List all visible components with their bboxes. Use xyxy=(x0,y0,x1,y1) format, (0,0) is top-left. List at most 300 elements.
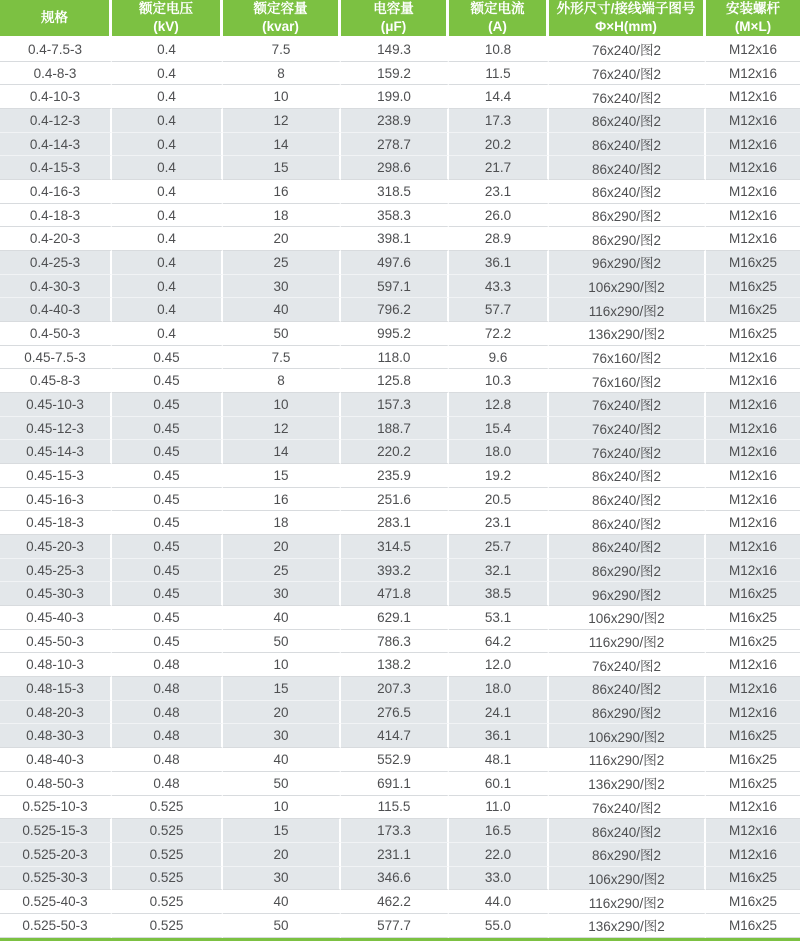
cell-rated-voltage: 0.4 xyxy=(112,38,223,62)
cell-dimensions: 76x240/图2 xyxy=(549,38,706,62)
cell-rated-voltage: 0.525 xyxy=(112,796,223,820)
cell-capacitance: 207.3 xyxy=(341,677,449,701)
cell-rated-capacity: 15 xyxy=(223,156,341,180)
cell-rated-current: 28.9 xyxy=(449,227,549,251)
cell-rated-voltage: 0.4 xyxy=(112,180,223,204)
cell-rated-voltage: 0.48 xyxy=(112,701,223,725)
cell-rated-capacity: 50 xyxy=(223,772,341,796)
cell-mounting-screw: M12x16 xyxy=(706,227,800,251)
cell-rated-current: 55.0 xyxy=(449,914,549,938)
cell-mounting-screw: M12x16 xyxy=(706,819,800,843)
cell-spec: 0.45-16-3 xyxy=(0,488,112,512)
cell-capacitance: 238.9 xyxy=(341,109,449,133)
cell-rated-current: 32.1 xyxy=(449,559,549,583)
cell-rated-current: 14.4 xyxy=(449,85,549,109)
cell-spec: 0.4-10-3 xyxy=(0,85,112,109)
cell-dimensions: 106x290/图2 xyxy=(549,724,706,748)
cell-dimensions: 96x290/图2 xyxy=(549,582,706,606)
cell-dimensions: 86x240/图2 xyxy=(549,180,706,204)
cell-spec: 0.4-8-3 xyxy=(0,62,112,86)
cell-dimensions: 76x240/图2 xyxy=(549,85,706,109)
col-header-label: 额定电流 xyxy=(470,1,525,16)
table-row xyxy=(0,890,800,914)
cell-rated-capacity: 30 xyxy=(223,867,341,891)
cell-rated-current: 23.1 xyxy=(449,511,549,535)
cell-rated-voltage: 0.45 xyxy=(112,440,223,464)
table-row xyxy=(0,346,800,370)
cell-capacitance: 691.1 xyxy=(341,772,449,796)
cell-rated-current: 48.1 xyxy=(449,748,549,772)
cell-mounting-screw: M12x16 xyxy=(706,62,800,86)
cell-spec: 0.45-8-3 xyxy=(0,369,112,393)
cell-rated-voltage: 0.4 xyxy=(112,227,223,251)
col-header-rated-voltage xyxy=(112,0,223,38)
cell-spec: 0.45-25-3 xyxy=(0,559,112,583)
cell-rated-current: 17.3 xyxy=(449,109,549,133)
cell-dimensions: 136x290/图2 xyxy=(549,322,706,346)
cell-dimensions: 76x240/图2 xyxy=(549,393,706,417)
table-row xyxy=(0,819,800,843)
cell-mounting-screw: M12x16 xyxy=(706,417,800,441)
cell-rated-voltage: 0.4 xyxy=(112,85,223,109)
cell-spec: 0.4-15-3 xyxy=(0,156,112,180)
header-row xyxy=(0,0,800,38)
cell-rated-current: 64.2 xyxy=(449,630,549,654)
col-header-label: 电容量 xyxy=(373,1,414,16)
cell-capacitance: 398.1 xyxy=(341,227,449,251)
cell-rated-capacity: 15 xyxy=(223,819,341,843)
cell-spec: 0.4-25-3 xyxy=(0,251,112,275)
cell-dimensions: 76x240/图2 xyxy=(549,417,706,441)
table-row xyxy=(0,440,800,464)
cell-spec: 0.4-40-3 xyxy=(0,298,112,322)
table-row xyxy=(0,511,800,535)
cell-rated-current: 22.0 xyxy=(449,843,549,867)
cell-mounting-screw: M16x25 xyxy=(706,867,800,891)
cell-rated-voltage: 0.45 xyxy=(112,630,223,654)
cell-dimensions: 136x290/图2 xyxy=(549,772,706,796)
cell-spec: 0.48-30-3 xyxy=(0,724,112,748)
cell-rated-capacity: 12 xyxy=(223,109,341,133)
col-header-label: 规格 xyxy=(41,10,68,25)
table-header xyxy=(0,0,800,38)
cell-dimensions: 76x240/图2 xyxy=(549,653,706,677)
cell-rated-current: 18.0 xyxy=(449,677,549,701)
cell-dimensions: 96x290/图2 xyxy=(549,251,706,275)
cell-rated-capacity: 12 xyxy=(223,417,341,441)
cell-rated-current: 36.1 xyxy=(449,724,549,748)
cell-mounting-screw: M16x25 xyxy=(706,582,800,606)
cell-capacitance: 597.1 xyxy=(341,275,449,299)
cell-capacitance: 318.5 xyxy=(341,180,449,204)
cell-rated-current: 25.7 xyxy=(449,535,549,559)
cell-rated-current: 12.0 xyxy=(449,653,549,677)
cell-spec: 0.45-10-3 xyxy=(0,393,112,417)
cell-rated-voltage: 0.48 xyxy=(112,677,223,701)
col-header-label: 额定电压 xyxy=(139,1,193,16)
cell-rated-current: 60.1 xyxy=(449,772,549,796)
cell-capacitance: 346.6 xyxy=(341,867,449,891)
cell-spec: 0.4-18-3 xyxy=(0,204,112,228)
cell-rated-voltage: 0.45 xyxy=(112,535,223,559)
cell-mounting-screw: M12x16 xyxy=(706,85,800,109)
cell-dimensions: 86x290/图2 xyxy=(549,559,706,583)
cell-rated-current: 26.0 xyxy=(449,204,549,228)
cell-spec: 0.48-40-3 xyxy=(0,748,112,772)
cell-rated-capacity: 18 xyxy=(223,511,341,535)
cell-dimensions: 86x290/图2 xyxy=(549,843,706,867)
cell-mounting-screw: M12x16 xyxy=(706,677,800,701)
cell-spec: 0.48-10-3 xyxy=(0,653,112,677)
cell-dimensions: 86x240/图2 xyxy=(549,133,706,157)
cell-rated-capacity: 50 xyxy=(223,322,341,346)
cell-rated-current: 38.5 xyxy=(449,582,549,606)
cell-dimensions: 76x240/图2 xyxy=(549,62,706,86)
cell-spec: 0.45-40-3 xyxy=(0,606,112,630)
table-row xyxy=(0,227,800,251)
table-row xyxy=(0,724,800,748)
cell-rated-capacity: 50 xyxy=(223,914,341,938)
cell-spec: 0.4-30-3 xyxy=(0,275,112,299)
cell-rated-voltage: 0.45 xyxy=(112,559,223,583)
cell-dimensions: 116x290/图2 xyxy=(549,630,706,654)
cell-dimensions: 86x240/图2 xyxy=(549,511,706,535)
cell-rated-capacity: 40 xyxy=(223,298,341,322)
table-row xyxy=(0,653,800,677)
cell-rated-voltage: 0.4 xyxy=(112,156,223,180)
cell-spec: 0.525-30-3 xyxy=(0,867,112,891)
table-row xyxy=(0,204,800,228)
cell-capacitance: 552.9 xyxy=(341,748,449,772)
cell-spec: 0.48-50-3 xyxy=(0,772,112,796)
cell-rated-capacity: 40 xyxy=(223,748,341,772)
cell-dimensions: 116x290/图2 xyxy=(549,748,706,772)
table-row xyxy=(0,275,800,299)
cell-rated-current: 24.1 xyxy=(449,701,549,725)
cell-rated-current: 57.7 xyxy=(449,298,549,322)
cell-rated-current: 23.1 xyxy=(449,180,549,204)
table-row xyxy=(0,180,800,204)
table-row xyxy=(0,298,800,322)
cell-rated-capacity: 20 xyxy=(223,227,341,251)
cell-rated-voltage: 0.525 xyxy=(112,843,223,867)
col-header-dimensions xyxy=(549,0,706,38)
cell-mounting-screw: M12x16 xyxy=(706,488,800,512)
cell-rated-capacity: 18 xyxy=(223,204,341,228)
cell-spec: 0.4-14-3 xyxy=(0,133,112,157)
cell-dimensions: 86x240/图2 xyxy=(549,156,706,180)
cell-capacitance: 149.3 xyxy=(341,38,449,62)
cell-mounting-screw: M12x16 xyxy=(706,369,800,393)
cell-rated-current: 20.2 xyxy=(449,133,549,157)
cell-rated-capacity: 10 xyxy=(223,85,341,109)
table-row xyxy=(0,38,800,62)
cell-spec: 0.45-20-3 xyxy=(0,535,112,559)
cell-rated-voltage: 0.4 xyxy=(112,109,223,133)
cell-mounting-screw: M16x25 xyxy=(706,298,800,322)
cell-rated-current: 11.5 xyxy=(449,62,549,86)
cell-dimensions: 86x290/图2 xyxy=(549,204,706,228)
cell-dimensions: 86x240/图2 xyxy=(549,109,706,133)
cell-mounting-screw: M16x25 xyxy=(706,748,800,772)
cell-rated-capacity: 25 xyxy=(223,251,341,275)
cell-rated-current: 44.0 xyxy=(449,890,549,914)
cell-spec: 0.525-15-3 xyxy=(0,819,112,843)
cell-dimensions: 76x160/图2 xyxy=(549,346,706,370)
table-row xyxy=(0,369,800,393)
cell-rated-current: 43.3 xyxy=(449,275,549,299)
cell-rated-capacity: 15 xyxy=(223,677,341,701)
cell-spec: 0.525-50-3 xyxy=(0,914,112,938)
cell-mounting-screw: M16x25 xyxy=(706,890,800,914)
cell-rated-capacity: 40 xyxy=(223,890,341,914)
cell-spec: 0.45-18-3 xyxy=(0,511,112,535)
cell-mounting-screw: M12x16 xyxy=(706,559,800,583)
cell-rated-voltage: 0.525 xyxy=(112,890,223,914)
cell-dimensions: 86x290/图2 xyxy=(549,701,706,725)
col-header-sub: (A) xyxy=(488,19,507,34)
col-header-sub: Φ×H(mm) xyxy=(595,19,657,34)
cell-rated-capacity: 8 xyxy=(223,62,341,86)
cell-capacitance: 231.1 xyxy=(341,843,449,867)
cell-rated-voltage: 0.45 xyxy=(112,606,223,630)
cell-capacitance: 251.6 xyxy=(341,488,449,512)
table-row xyxy=(0,393,800,417)
cell-mounting-screw: M16x25 xyxy=(706,914,800,938)
cell-spec: 0.4-20-3 xyxy=(0,227,112,251)
cell-rated-voltage: 0.45 xyxy=(112,488,223,512)
cell-capacitance: 471.8 xyxy=(341,582,449,606)
cell-rated-capacity: 30 xyxy=(223,275,341,299)
cell-rated-current: 15.4 xyxy=(449,417,549,441)
cell-mounting-screw: M12x16 xyxy=(706,464,800,488)
cell-rated-capacity: 30 xyxy=(223,724,341,748)
cell-rated-capacity: 15 xyxy=(223,464,341,488)
cell-rated-voltage: 0.525 xyxy=(112,867,223,891)
col-header-sub: (kvar) xyxy=(262,19,299,34)
cell-rated-current: 36.1 xyxy=(449,251,549,275)
cell-rated-voltage: 0.48 xyxy=(112,748,223,772)
cell-capacitance: 796.2 xyxy=(341,298,449,322)
cell-rated-current: 33.0 xyxy=(449,867,549,891)
cell-rated-capacity: 20 xyxy=(223,843,341,867)
cell-capacitance: 159.2 xyxy=(341,62,449,86)
table-row xyxy=(0,464,800,488)
cell-mounting-screw: M12x16 xyxy=(706,796,800,820)
cell-mounting-screw: M16x25 xyxy=(706,275,800,299)
cell-mounting-screw: M12x16 xyxy=(706,109,800,133)
cell-rated-current: 10.3 xyxy=(449,369,549,393)
cell-rated-current: 9.6 xyxy=(449,346,549,370)
cell-capacitance: 995.2 xyxy=(341,322,449,346)
cell-rated-voltage: 0.4 xyxy=(112,298,223,322)
cell-capacitance: 220.2 xyxy=(341,440,449,464)
cell-spec: 0.525-20-3 xyxy=(0,843,112,867)
cell-rated-capacity: 14 xyxy=(223,440,341,464)
cell-rated-voltage: 0.525 xyxy=(112,914,223,938)
table-row xyxy=(0,843,800,867)
col-header-rated-current xyxy=(449,0,549,38)
cell-spec: 0.4-7.5-3 xyxy=(0,38,112,62)
cell-rated-current: 53.1 xyxy=(449,606,549,630)
table-row xyxy=(0,417,800,441)
cell-capacitance: 118.0 xyxy=(341,346,449,370)
table-row xyxy=(0,251,800,275)
cell-dimensions: 106x290/图2 xyxy=(549,867,706,891)
col-header-sub: (M×L) xyxy=(734,19,772,34)
cell-spec: 0.45-12-3 xyxy=(0,417,112,441)
cell-mounting-screw: M12x16 xyxy=(706,38,800,62)
cell-capacitance: 497.6 xyxy=(341,251,449,275)
table-row xyxy=(0,109,800,133)
cell-capacitance: 173.3 xyxy=(341,819,449,843)
cell-rated-current: 12.8 xyxy=(449,393,549,417)
cell-dimensions: 86x240/图2 xyxy=(549,488,706,512)
cell-mounting-screw: M12x16 xyxy=(706,843,800,867)
cell-spec: 0.4-50-3 xyxy=(0,322,112,346)
cell-rated-current: 18.0 xyxy=(449,440,549,464)
table-row xyxy=(0,535,800,559)
cell-capacitance: 629.1 xyxy=(341,606,449,630)
cell-capacitance: 125.8 xyxy=(341,369,449,393)
table-row xyxy=(0,677,800,701)
cell-rated-capacity: 7.5 xyxy=(223,346,341,370)
cell-dimensions: 86x290/图2 xyxy=(549,227,706,251)
cell-spec: 0.48-15-3 xyxy=(0,677,112,701)
table-row xyxy=(0,701,800,725)
cell-capacitance: 188.7 xyxy=(341,417,449,441)
cell-capacitance: 393.2 xyxy=(341,559,449,583)
cell-dimensions: 86x240/图2 xyxy=(549,464,706,488)
cell-mounting-screw: M12x16 xyxy=(706,180,800,204)
col-header-capacitance xyxy=(341,0,449,38)
table-row xyxy=(0,582,800,606)
cell-spec: 0.525-10-3 xyxy=(0,796,112,820)
cell-capacitance: 276.5 xyxy=(341,701,449,725)
cell-capacitance: 577.7 xyxy=(341,914,449,938)
cell-capacitance: 283.1 xyxy=(341,511,449,535)
table-row xyxy=(0,559,800,583)
cell-rated-voltage: 0.45 xyxy=(112,346,223,370)
cell-rated-voltage: 0.4 xyxy=(112,204,223,228)
cell-mounting-screw: M16x25 xyxy=(706,630,800,654)
cell-dimensions: 76x160/图2 xyxy=(549,369,706,393)
col-header-rated-capacity xyxy=(223,0,341,38)
cell-rated-capacity: 40 xyxy=(223,606,341,630)
cell-rated-current: 72.2 xyxy=(449,322,549,346)
table-row xyxy=(0,796,800,820)
cell-rated-capacity: 20 xyxy=(223,701,341,725)
cell-mounting-screw: M16x25 xyxy=(706,251,800,275)
cell-capacitance: 157.3 xyxy=(341,393,449,417)
cell-rated-voltage: 0.45 xyxy=(112,582,223,606)
cell-spec: 0.48-20-3 xyxy=(0,701,112,725)
cell-rated-capacity: 8 xyxy=(223,369,341,393)
cell-capacitance: 199.0 xyxy=(341,85,449,109)
cell-capacitance: 298.6 xyxy=(341,156,449,180)
table-row xyxy=(0,867,800,891)
cell-capacitance: 235.9 xyxy=(341,464,449,488)
cell-capacitance: 115.5 xyxy=(341,796,449,820)
cell-dimensions: 86x240/图2 xyxy=(549,819,706,843)
table-row xyxy=(0,322,800,346)
cell-rated-capacity: 16 xyxy=(223,488,341,512)
cell-mounting-screw: M16x25 xyxy=(706,772,800,796)
cell-spec: 0.45-14-3 xyxy=(0,440,112,464)
cell-rated-current: 19.2 xyxy=(449,464,549,488)
table-row xyxy=(0,630,800,654)
col-header-sub: (μF) xyxy=(380,19,407,34)
cell-mounting-screw: M16x25 xyxy=(706,322,800,346)
cell-spec: 0.4-16-3 xyxy=(0,180,112,204)
col-header-label: 安装螺杆 xyxy=(726,1,780,16)
table-row xyxy=(0,488,800,512)
cell-rated-voltage: 0.45 xyxy=(112,369,223,393)
cell-rated-voltage: 0.48 xyxy=(112,724,223,748)
cell-capacitance: 138.2 xyxy=(341,653,449,677)
cell-dimensions: 136x290/图2 xyxy=(549,914,706,938)
cell-dimensions: 116x290/图2 xyxy=(549,890,706,914)
cell-rated-capacity: 20 xyxy=(223,535,341,559)
col-header-sub: (kV) xyxy=(153,19,179,34)
cell-mounting-screw: M12x16 xyxy=(706,653,800,677)
cell-rated-capacity: 14 xyxy=(223,133,341,157)
cell-rated-capacity: 7.5 xyxy=(223,38,341,62)
col-header-label: 额定容量 xyxy=(253,1,308,16)
cell-rated-capacity: 50 xyxy=(223,630,341,654)
cell-mounting-screw: M12x16 xyxy=(706,393,800,417)
cell-capacitance: 786.3 xyxy=(341,630,449,654)
cell-rated-voltage: 0.4 xyxy=(112,251,223,275)
table-row xyxy=(0,62,800,86)
cell-rated-voltage: 0.4 xyxy=(112,133,223,157)
cell-rated-current: 11.0 xyxy=(449,796,549,820)
col-header-mounting-screw xyxy=(706,0,800,38)
cell-rated-current: 20.5 xyxy=(449,488,549,512)
cell-mounting-screw: M12x16 xyxy=(706,156,800,180)
cell-spec: 0.45-7.5-3 xyxy=(0,346,112,370)
table-body xyxy=(0,38,800,938)
cell-dimensions: 76x240/图2 xyxy=(549,440,706,464)
cell-capacitance: 278.7 xyxy=(341,133,449,157)
cell-mounting-screw: M12x16 xyxy=(706,440,800,464)
cell-rated-voltage: 0.48 xyxy=(112,653,223,677)
cell-spec: 0.45-30-3 xyxy=(0,582,112,606)
cell-rated-voltage: 0.45 xyxy=(112,393,223,417)
cell-capacitance: 462.2 xyxy=(341,890,449,914)
cell-spec: 0.4-12-3 xyxy=(0,109,112,133)
table-row xyxy=(0,156,800,180)
cell-rated-voltage: 0.45 xyxy=(112,417,223,441)
cell-mounting-screw: M16x25 xyxy=(706,606,800,630)
cell-dimensions: 86x240/图2 xyxy=(549,677,706,701)
cell-rated-current: 10.8 xyxy=(449,38,549,62)
cell-rated-capacity: 25 xyxy=(223,559,341,583)
cell-mounting-screw: M12x16 xyxy=(706,346,800,370)
cell-spec: 0.45-15-3 xyxy=(0,464,112,488)
cell-rated-capacity: 30 xyxy=(223,582,341,606)
cell-rated-capacity: 10 xyxy=(223,393,341,417)
cell-capacitance: 314.5 xyxy=(341,535,449,559)
cell-mounting-screw: M12x16 xyxy=(706,701,800,725)
table-row xyxy=(0,772,800,796)
cell-mounting-screw: M12x16 xyxy=(706,133,800,157)
cell-rated-capacity: 16 xyxy=(223,180,341,204)
cell-spec: 0.525-40-3 xyxy=(0,890,112,914)
cell-capacitance: 358.3 xyxy=(341,204,449,228)
cell-spec: 0.45-50-3 xyxy=(0,630,112,654)
cell-rated-voltage: 0.48 xyxy=(112,772,223,796)
